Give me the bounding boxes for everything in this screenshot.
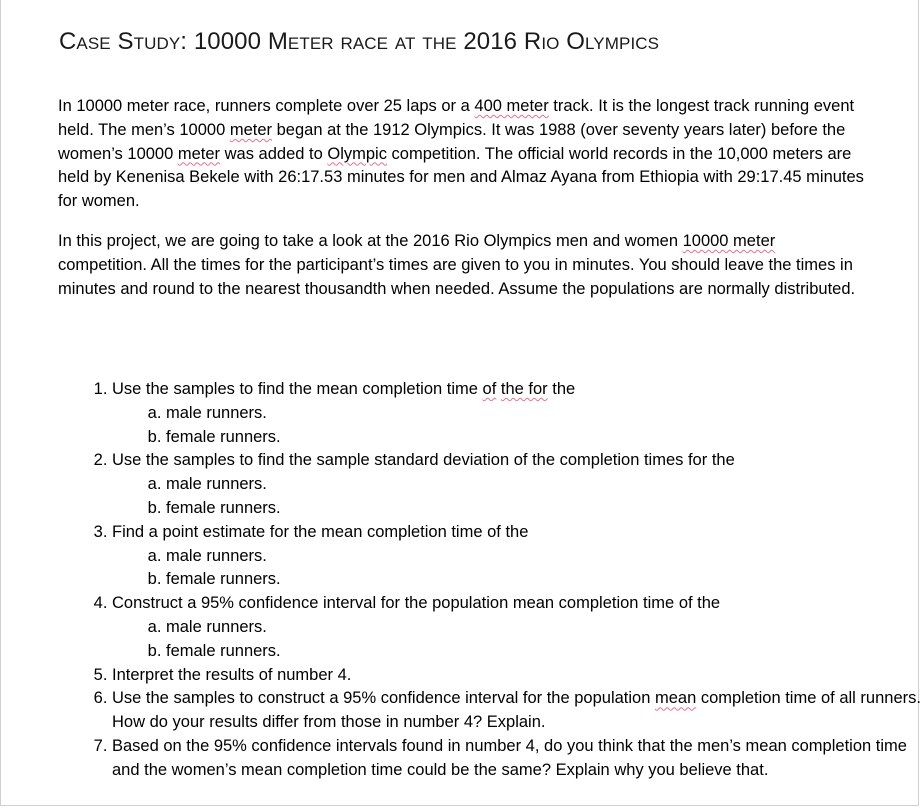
sub-question-list [112, 473, 922, 521]
sub-question-item: b. female runners. [166, 497, 922, 521]
spellcheck-flagged-word[interactable]: meter [229, 120, 273, 139]
spellcheck-flagged-word[interactable]: Olympic [327, 144, 387, 163]
spellcheck-flagged-word[interactable]: of [482, 380, 497, 398]
text-run: In this project, we are going to take a look at the 2016 Rio Olympics men and women [58, 232, 683, 250]
sub-question-item: b. female runners. [166, 568, 922, 592]
sub-question-list [112, 545, 922, 593]
text-run: completion time of all runners. How do your results differ from those in number 4? Explain. [112, 689, 921, 732]
spellcheck-flagged-word[interactable]: meter [177, 144, 221, 163]
text-run: began at the 1912 Olympics. It was 1988 (over seventy years later) before the women’s 10000 [58, 120, 846, 163]
text-run: Find a point estimate for the mean completion time of the [112, 522, 529, 541]
text-run: Construct a 95% confidence interval for the population mean completion time of the [112, 594, 721, 613]
text-run: competition. All the times for the participant’s times are given to you in minutes. You should leave the times in minutes and round to the nearest thousandth when needed. Assume the populations are normally distributed. [58, 255, 856, 298]
spellcheck-flagged-word[interactable]: 10000 meter [682, 232, 776, 250]
question-item [112, 735, 922, 783]
sub-question-item: b. female runners. [166, 426, 922, 450]
text-run: Use the samples to find the mean completion time [112, 380, 483, 398]
question-list [58, 378, 922, 783]
sub-question-item: a. male runners. [166, 616, 922, 640]
paragraph-intro [58, 95, 868, 214]
sub-question-item: a. male runners. [166, 402, 922, 426]
spellcheck-flagged-word[interactable]: 400 meter [474, 97, 549, 115]
spellcheck-flagged-word[interactable]: the for [500, 380, 548, 398]
text-run: Use the samples to find the sample standard deviation of the completion times for the [112, 451, 735, 470]
sub-question-item: a. male runners. [166, 545, 922, 569]
text-run: Interpret the results of number 4. [112, 665, 352, 684]
text-run: Based on the 95% confidence intervals found in number 4, do you think that the men’s mean completion time and the women’s mean completion time could be the same? Explain why you believe that. [112, 736, 907, 779]
question-item [112, 521, 922, 592]
sub-question-list [112, 616, 922, 664]
text-run: track. It is the longest track running event held. The men’s 10000 [58, 97, 855, 139]
question-item [112, 378, 922, 449]
question-item [112, 449, 922, 520]
text-run: was added to [220, 144, 328, 163]
sub-question-item: b. female runners. [166, 640, 922, 664]
question-item [112, 687, 922, 735]
sub-question-item: a. male runners. [166, 473, 922, 497]
text-run: the [547, 380, 576, 398]
text-run: In 10000 meter race, runners complete over 25 laps or a [58, 97, 475, 115]
question-item [112, 592, 922, 663]
sub-question-list [112, 402, 922, 450]
text-run: Use the samples to construct a 95% confidence interval for the population [112, 689, 655, 708]
text-run: competition. The official world records in the 10,000 meters are held by Kenenisa Bekele with 26:17.53 minutes for men and Almaz Ayana from Ethiopia with 29:17.45 minutes for women. [58, 144, 864, 211]
spellcheck-flagged-word[interactable]: mean [654, 689, 697, 708]
page-title: Case Study: 10000 Meter race at the 2016 Rio Olympics [59, 28, 660, 55]
question-item [112, 664, 922, 688]
paragraph-project [58, 230, 868, 301]
